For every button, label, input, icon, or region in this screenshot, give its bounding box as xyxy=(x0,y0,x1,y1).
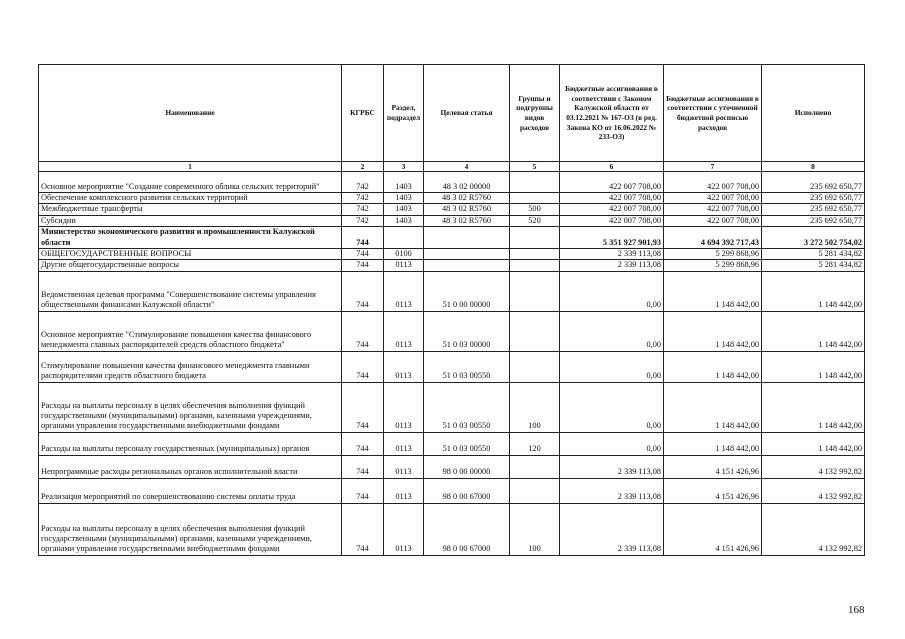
row-name-cell: Межбюджетные трансферты xyxy=(39,204,342,215)
column-number: 3 xyxy=(384,162,424,172)
budget-law-cell: 422 007 708,00 xyxy=(560,193,664,204)
razdel-cell: 0113 xyxy=(384,382,424,432)
header-celevaya: Целевая статья xyxy=(424,65,510,162)
budget-revised-cell: 1 148 442,00 xyxy=(664,311,762,351)
razdel-cell: 0113 xyxy=(384,455,424,478)
ispolneno-cell: 3 272 502 754,02 xyxy=(762,227,865,249)
razdel-cell: 1403 xyxy=(384,193,424,204)
table-row xyxy=(39,455,865,478)
gruppa-cell xyxy=(510,227,560,249)
razdel-cell: 0113 xyxy=(384,311,424,351)
budget-revised-cell: 4 151 426,96 xyxy=(664,455,762,478)
kgrbs-cell: 744 xyxy=(342,478,384,503)
header-row xyxy=(39,65,865,162)
celevaya-cell: 48 3 02 R5760 xyxy=(424,204,510,215)
table-row xyxy=(39,503,865,555)
razdel-cell: 1403 xyxy=(384,204,424,215)
celevaya-cell: 48 3 02 00000 xyxy=(424,172,510,193)
ispolneno-cell: 4 132 992,82 xyxy=(762,455,865,478)
gruppa-cell: 520 xyxy=(510,215,560,226)
table-body xyxy=(39,172,865,556)
budget-law-cell: 2 339 113,08 xyxy=(560,478,664,503)
budget-law-cell: 422 007 708,00 xyxy=(560,204,664,215)
gruppa-cell xyxy=(510,172,560,193)
razdel-cell: 0113 xyxy=(384,478,424,503)
row-name-cell: Основное мероприятие "Стимулирование повышения качества финансового менеджмента главных распорядителей средств областного бюджета" xyxy=(39,311,342,351)
budget-revised-cell: 1 148 442,00 xyxy=(664,351,762,382)
row-name-cell: Обеспечение комплексного развития сельских территорий xyxy=(39,193,342,204)
celevaya-cell: 48 3 02 R5760 xyxy=(424,193,510,204)
column-number: 4 xyxy=(424,162,510,172)
celevaya-cell: 98 0 00 00000 xyxy=(424,455,510,478)
ispolneno-cell: 1 148 442,00 xyxy=(762,432,865,455)
budget-law-cell: 0,00 xyxy=(560,351,664,382)
razdel-cell: 0113 xyxy=(384,260,424,271)
ispolneno-cell: 235 692 650,77 xyxy=(762,204,865,215)
column-number: 6 xyxy=(560,162,664,172)
gruppa-cell: 100 xyxy=(510,382,560,432)
header-name: Наименование xyxy=(39,65,342,162)
budget-law-cell: 0,00 xyxy=(560,432,664,455)
celevaya-cell: 48 3 02 R5760 xyxy=(424,215,510,226)
budget-revised-cell: 1 148 442,00 xyxy=(664,271,762,311)
kgrbs-cell: 742 xyxy=(342,215,384,226)
header-budget-revised: Бюджетные ассигнования в соответствии с уточненной бюджетной росписью расходов xyxy=(664,65,762,162)
budget-revised-cell: 5 299 868,96 xyxy=(664,260,762,271)
gruppa-cell xyxy=(510,311,560,351)
gruppa-cell: 500 xyxy=(510,204,560,215)
table-row xyxy=(39,260,865,271)
table-row xyxy=(39,172,865,193)
kgrbs-cell: 744 xyxy=(342,455,384,478)
budget-law-cell: 422 007 708,00 xyxy=(560,172,664,193)
page-number: 168 xyxy=(848,604,865,616)
celevaya-cell: 98 0 00 67000 xyxy=(424,478,510,503)
table-row xyxy=(39,193,865,204)
ispolneno-cell: 4 132 992,82 xyxy=(762,478,865,503)
ispolneno-cell: 235 692 650,77 xyxy=(762,193,865,204)
ispolneno-cell: 1 148 442,00 xyxy=(762,271,865,311)
kgrbs-cell: 744 xyxy=(342,249,384,260)
ispolneno-cell: 235 692 650,77 xyxy=(762,215,865,226)
celevaya-cell: 51 0 03 00550 xyxy=(424,382,510,432)
header-razdel: Раздел, подраздел xyxy=(384,65,424,162)
kgrbs-cell: 744 xyxy=(342,382,384,432)
table-row xyxy=(39,249,865,260)
razdel-cell: 1403 xyxy=(384,172,424,193)
row-name-cell: Расходы на выплаты персоналу в целях обеспечения выполнения функций государственными (муниципальными) органами, казенными учреждениями, органами управления государственными внебюджетными фондами xyxy=(39,382,342,432)
ispolneno-cell: 1 148 442,00 xyxy=(762,311,865,351)
gruppa-cell: 100 xyxy=(510,503,560,555)
ispolneno-cell: 235 692 650,77 xyxy=(762,172,865,193)
column-number: 5 xyxy=(510,162,560,172)
razdel-cell xyxy=(384,227,424,249)
table-row xyxy=(39,215,865,226)
celevaya-cell: 51 0 00 00000 xyxy=(424,271,510,311)
budget-revised-cell: 4 151 426,96 xyxy=(664,503,762,555)
row-name-cell: Субсидии xyxy=(39,215,342,226)
gruppa-cell: 120 xyxy=(510,432,560,455)
table-row xyxy=(39,382,865,432)
budget-law-cell: 2 339 113,08 xyxy=(560,249,664,260)
header-ispolneno: Исполнено xyxy=(762,65,865,162)
budget-law-cell: 5 351 927 901,93 xyxy=(560,227,664,249)
budget-law-cell: 0,00 xyxy=(560,271,664,311)
razdel-cell: 1403 xyxy=(384,215,424,226)
header-gruppy: Группы и подгруппы видов расходов xyxy=(510,65,560,162)
kgrbs-cell: 744 xyxy=(342,271,384,311)
razdel-cell: 0113 xyxy=(384,503,424,555)
kgrbs-cell: 744 xyxy=(342,260,384,271)
kgrbs-cell: 744 xyxy=(342,351,384,382)
celevaya-cell: 98 0 00 67000 xyxy=(424,503,510,555)
razdel-cell: 0113 xyxy=(384,351,424,382)
budget-table xyxy=(38,64,865,556)
budget-revised-cell: 422 007 708,00 xyxy=(664,193,762,204)
budget-revised-cell: 422 007 708,00 xyxy=(664,215,762,226)
ispolneno-cell: 1 148 442,00 xyxy=(762,351,865,382)
budget-revised-cell: 422 007 708,00 xyxy=(664,204,762,215)
kgrbs-cell: 744 xyxy=(342,503,384,555)
razdel-cell: 0100 xyxy=(384,249,424,260)
gruppa-cell xyxy=(510,249,560,260)
column-number-row xyxy=(39,162,865,172)
row-name-cell: ОБЩЕГОСУДАРСТВЕННЫЕ ВОПРОСЫ xyxy=(39,249,342,260)
kgrbs-cell: 744 xyxy=(342,227,384,249)
table-row xyxy=(39,311,865,351)
budget-revised-cell: 1 148 442,00 xyxy=(664,432,762,455)
kgrbs-cell: 742 xyxy=(342,193,384,204)
header-kgrbs: КГРБС xyxy=(342,65,384,162)
row-name-cell: Расходы на выплаты персоналу в целях обеспечения выполнения функций государственными (муниципальными) органами, казенными учреждениями, органами управления государственными внебюджетными фондами xyxy=(39,503,342,555)
ispolneno-cell: 4 132 992,82 xyxy=(762,503,865,555)
razdel-cell: 0113 xyxy=(384,271,424,311)
ispolneno-cell: 5 281 434,82 xyxy=(762,260,865,271)
table-row xyxy=(39,432,865,455)
budget-law-cell: 2 339 113,08 xyxy=(560,455,664,478)
budget-table-container xyxy=(38,64,864,556)
table-row xyxy=(39,351,865,382)
kgrbs-cell: 742 xyxy=(342,172,384,193)
column-number: 8 xyxy=(762,162,865,172)
table-row xyxy=(39,204,865,215)
celevaya-cell xyxy=(424,227,510,249)
gruppa-cell xyxy=(510,193,560,204)
gruppa-cell xyxy=(510,455,560,478)
budget-law-cell: 2 339 113,08 xyxy=(560,260,664,271)
budget-revised-cell: 4 694 392 717,43 xyxy=(664,227,762,249)
table-row xyxy=(39,227,865,249)
kgrbs-cell: 742 xyxy=(342,204,384,215)
kgrbs-cell: 744 xyxy=(342,311,384,351)
row-name-cell: Стимулирование повышения качества финансового менеджмента главными распорядителями средств областного бюджета xyxy=(39,351,342,382)
row-name-cell: Реализация мероприятий по совершенствованию системы оплаты труда xyxy=(39,478,342,503)
row-name-cell: Ведомственная целевая программа "Совершенствование системы управления общественными финансами Калужской области" xyxy=(39,271,342,311)
budget-law-cell: 0,00 xyxy=(560,311,664,351)
budget-law-cell: 0,00 xyxy=(560,382,664,432)
celevaya-cell: 51 0 03 00550 xyxy=(424,351,510,382)
row-name-cell: Непрограммные расходы региональных органов исполнительной власти xyxy=(39,455,342,478)
celevaya-cell xyxy=(424,260,510,271)
column-number: 1 xyxy=(39,162,342,172)
gruppa-cell xyxy=(510,478,560,503)
celevaya-cell: 51 0 03 00550 xyxy=(424,432,510,455)
gruppa-cell xyxy=(510,260,560,271)
column-number: 2 xyxy=(342,162,384,172)
ispolneno-cell: 5 281 434,82 xyxy=(762,249,865,260)
budget-law-cell: 2 339 113,08 xyxy=(560,503,664,555)
budget-revised-cell: 5 299 868,96 xyxy=(664,249,762,260)
budget-revised-cell: 1 148 442,00 xyxy=(664,382,762,432)
budget-revised-cell: 4 151 426,96 xyxy=(664,478,762,503)
row-name-cell: Министерство экономического развития и промышленности Калужской области xyxy=(39,227,342,249)
gruppa-cell xyxy=(510,351,560,382)
row-name-cell: Расходы на выплаты персоналу государственных (муниципальных) органов xyxy=(39,432,342,455)
budget-law-cell: 422 007 708,00 xyxy=(560,215,664,226)
table-row xyxy=(39,478,865,503)
budget-revised-cell: 422 007 708,00 xyxy=(664,172,762,193)
kgrbs-cell: 744 xyxy=(342,432,384,455)
razdel-cell: 0113 xyxy=(384,432,424,455)
ispolneno-cell: 1 148 442,00 xyxy=(762,382,865,432)
header-budget-law: Бюджетные ассигнования в соответствии с Законом Калужской области от 03.12.2021 № 167-ОЗ (в ред. Закона КО от 16.06.2022 № 233-ОЗ) xyxy=(560,65,664,162)
row-name-cell: Другие общегосударственные вопросы xyxy=(39,260,342,271)
table-row xyxy=(39,271,865,311)
celevaya-cell xyxy=(424,249,510,260)
gruppa-cell xyxy=(510,271,560,311)
celevaya-cell: 51 0 03 00000 xyxy=(424,311,510,351)
column-number: 7 xyxy=(664,162,762,172)
row-name-cell: Основное мероприятие "Создание современного облика сельских территорий" xyxy=(39,172,342,193)
